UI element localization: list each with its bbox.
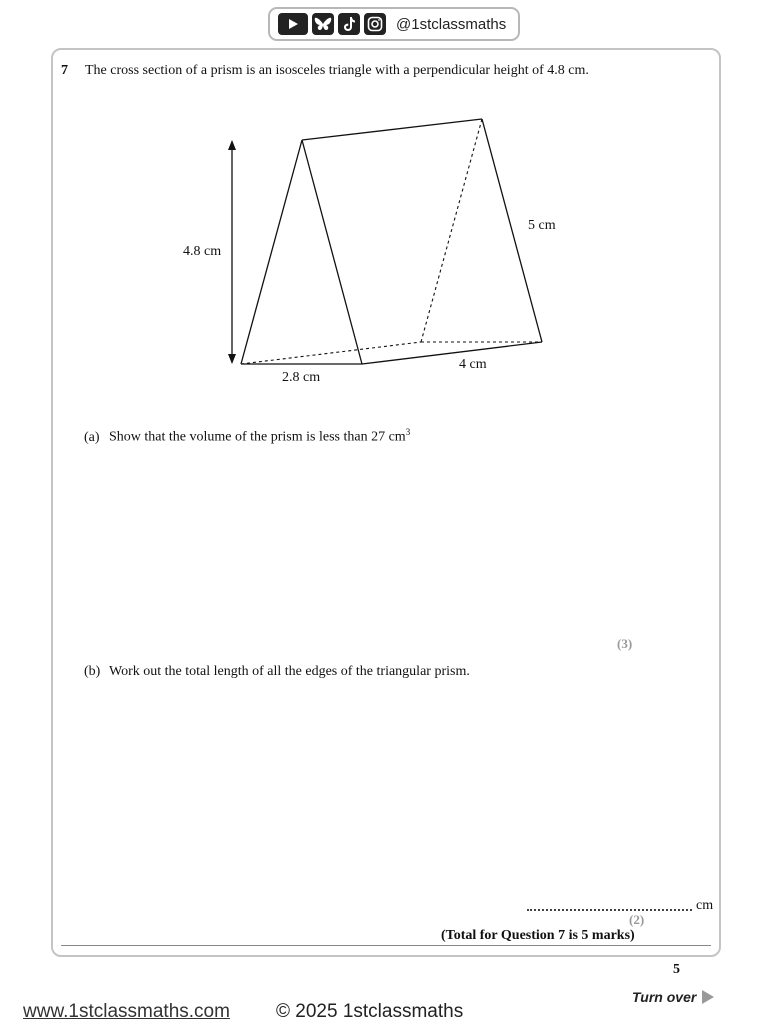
question-text: The cross section of a prism is an isosceles triangle with a perpendicular height of 4.8 cm.	[85, 63, 589, 78]
part-b	[84, 664, 470, 680]
part-a-text: Show that the volume of the prism is less than 27 cm	[109, 429, 406, 445]
part-b-marks: (2)	[629, 912, 645, 927]
hidden-back-left-edge	[421, 119, 482, 342]
length-label: 4 cm	[459, 357, 487, 372]
part-b-label: (b)	[84, 664, 101, 679]
height-arrow	[228, 140, 236, 364]
base-label: 2.8 cm	[282, 370, 321, 385]
top-ridge-edge	[302, 119, 482, 140]
height-label: 4.8 cm	[183, 244, 222, 259]
turn-over-label: Turn over	[632, 989, 697, 1005]
divider	[61, 945, 711, 946]
prism-diagram	[0, 0, 768, 420]
page-number: 5	[673, 962, 680, 977]
social-handle[interactable]: @1stclassmaths	[396, 15, 507, 33]
part-b-text: Work out the total length of all the edges of the triangular prism.	[109, 664, 470, 679]
total-marks: (Total for Question 7 is 5 marks)	[441, 928, 635, 943]
part-a-marks: (3)	[617, 636, 633, 651]
answer-line[interactable]	[527, 909, 692, 911]
part-a	[84, 427, 410, 446]
question-number: 7	[61, 63, 68, 78]
part-a-label: (a)	[84, 429, 100, 445]
part-a-superscript: 3	[405, 427, 411, 437]
front-left-edge	[241, 140, 302, 364]
slant-label: 5 cm	[528, 218, 556, 233]
right-base-edge	[362, 342, 542, 364]
answer-unit: cm	[696, 898, 714, 913]
website-link[interactable]: www.1stclassmaths.com	[23, 1001, 230, 1022]
copyright: © 2025 1stclassmaths	[276, 1001, 464, 1022]
front-right-edge	[302, 140, 362, 364]
arrow-right-icon	[702, 990, 714, 1004]
turn-over	[632, 989, 714, 1005]
